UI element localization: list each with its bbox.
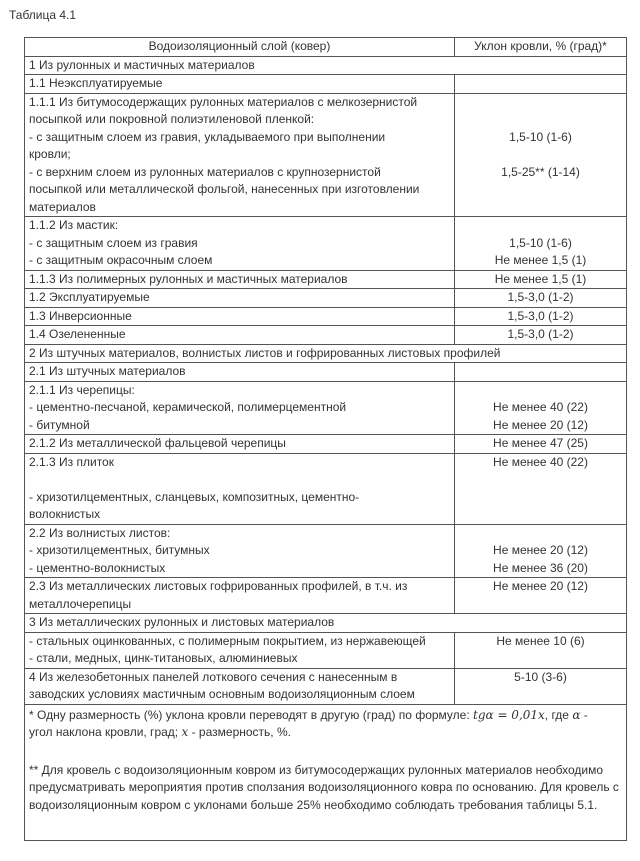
roof-slope-table [24, 37, 627, 841]
table-row [25, 435, 627, 454]
row-2-1-3-line: - хризотилцементных, сланцевых, композитных, цементно- [29, 489, 360, 504]
row-1-3: 1.3 Инверсионные [25, 307, 455, 326]
row-3-1-line: - стали, медных, цинк-титановых, алюминиевых [29, 651, 298, 665]
row-2-1-1-values [455, 381, 627, 435]
row-2-1: 2.1 Из штучных материалов [25, 363, 455, 382]
row-1-1-1-line: - с верхним слоем из рулонных материалов с крупнозернистой [29, 164, 381, 179]
formula: tgα = 0,01x [473, 707, 545, 722]
row-2-3-line: металлочерепицы [29, 596, 132, 611]
header-row [25, 38, 627, 57]
row-2-1-1 [25, 381, 455, 435]
row-1-1-1-line: - с защитным слоем из гравия, укладываемого при выполнении [29, 129, 386, 144]
row-2-2 [25, 524, 455, 578]
row-2-2-line: - цементно-волокнистых [29, 560, 166, 575]
table-row [25, 344, 627, 363]
slope-value: 1,5-10 (1-6) [509, 235, 572, 250]
slope-value: 1,5-3,0 (1-2) [455, 307, 627, 326]
table-row [25, 632, 627, 668]
row-3-1 [25, 632, 455, 668]
row-2-1-3-line: волокнистых [29, 507, 101, 521]
section-1: 1 Из рулонных и мастичных материалов [25, 56, 627, 75]
row-2-1-1-line: - битумной [29, 417, 90, 432]
slope-value: 1,5-10 (1-6) [509, 129, 572, 144]
footnotes [25, 704, 627, 841]
header-layer: Водоизоляционный слой (ковер) [25, 38, 455, 57]
row-2-1-1-line: - цементно-песчаной, керамической, полимерцементной [29, 400, 347, 414]
slope-value: Не менее 40 (22) [493, 400, 588, 414]
row-2-1-2: 2.1.2 Из металлической фальцевой черепицы [25, 435, 455, 454]
slope-value: 1,5-25** (1-14) [501, 164, 580, 179]
row-1-1-1-line: материалов [29, 199, 96, 214]
row-2-2-line: 2.2 Из волнистых листов: [29, 525, 171, 540]
slope-value: Не менее 40 (22) [455, 453, 627, 524]
row-2-1-value [455, 363, 627, 382]
row-4-line: 4 Из железобетонных панелей лоткового сечения с нанесенным в [29, 669, 398, 684]
row-2-1-3 [25, 453, 455, 524]
row-4-line: заводских условиях мастичным основным водоизоляционным слоем [29, 687, 415, 701]
footnote-double-star: ** Для кровель с водоизоляционным ковром из битумосодержащих рулонных материалов необходимо предусматривать мероприятия против сползания водоизоляционного ковра по основанию. Для кровель с водоизоляционным ковром с уклонами больше 25% необходимо соблюдать требования таблицы 5.1. [29, 762, 619, 812]
slope-value: Не менее 1,5 (1) [494, 253, 587, 267]
row-1-1-1-line: посыпкой или металлической фольгой, нанесенных при изготовлении [29, 182, 420, 196]
row-1-2: 1.2 Эксплуатируемые [25, 289, 455, 308]
table-row [25, 453, 627, 524]
slope-value: Не менее 20 (12) [455, 578, 627, 614]
table-row [25, 668, 627, 704]
section-3: 3 Из металлических рулонных и листовых материалов [25, 614, 627, 633]
table-row [25, 289, 627, 308]
table-row [25, 326, 627, 345]
row-1-1-2-line: - с защитным окрасочным слоем [29, 253, 213, 267]
row-2-3 [25, 578, 455, 614]
row-1-1-1 [25, 93, 455, 217]
row-1-1-1-values [455, 93, 627, 217]
table-row [25, 217, 627, 271]
table-row [25, 93, 627, 217]
row-1-1-1-line: 1.1.1 Из битумосодержащих рулонных материалов с мелкозернистой [29, 94, 418, 109]
row-1-1-2-line: 1.1.2 Из мастик: [29, 218, 119, 232]
row-2-1-1-line: 2.1.1 Из черепицы: [29, 382, 135, 397]
row-2-2-line: - хризотилцементных, битумных [29, 543, 210, 557]
row-1-1-2-line: - с защитным слоем из гравия [29, 235, 198, 250]
row-4 [25, 668, 455, 704]
row-2-1-3-line: 2.1.3 Из плиток [29, 454, 114, 469]
section-2: 2 Из штучных материалов, волнистых листов и гофрированных листовых профилей [25, 344, 627, 363]
slope-value: Не менее 20 (12) [493, 543, 588, 557]
table-row [25, 75, 627, 94]
row-1-1-1-line: кровли; [29, 147, 71, 161]
row-1-1-value [455, 75, 627, 94]
slope-value: Не менее 36 (20) [493, 560, 588, 575]
row-1-1-2-values [455, 217, 627, 271]
slope-value: 5-10 (3-6) [455, 668, 627, 704]
row-2-3-line: 2.3 Из металлических листовых гофрированных профилей, в т.ч. из [29, 579, 408, 593]
slope-value: Не менее 1,5 (1) [455, 270, 627, 289]
slope-value: 1,5-3,0 (1-2) [455, 289, 627, 308]
table-row [25, 578, 627, 614]
row-1-1-3: 1.1.3 Из полимерных рулонных и мастичных материалов [25, 270, 455, 289]
table-caption: Таблица 4.1 [9, 8, 77, 22]
table-row [25, 56, 627, 75]
row-2-2-values [455, 524, 627, 578]
slope-value: 1,5-3,0 (1-2) [455, 326, 627, 345]
row-1-4: 1.4 Озелененные [25, 326, 455, 345]
row-1-1-1-line: посыпкой или покровной полиэтиленовой пленкой: [29, 112, 315, 126]
x-symbol: x [181, 725, 189, 739]
footnote-star: * Одну размерность (%) уклона кровли переводят в другую (град) по формуле: tgα = 0,01x, где α - [29, 707, 588, 722]
alpha-symbol: α [572, 707, 581, 722]
header-slope: Уклон кровли, % (град)* [455, 38, 627, 57]
slope-value: Не менее 47 (25) [455, 435, 627, 454]
slope-value: Не менее 10 (6) [455, 632, 627, 668]
slope-value: Не менее 20 (12) [493, 417, 588, 432]
row-1-1-2 [25, 217, 455, 271]
table-row [25, 614, 627, 633]
row-1-1: 1.1 Неэксплуатируемые [25, 75, 455, 94]
table-row [25, 381, 627, 435]
table-row [25, 270, 627, 289]
row-3-1-line: - стальных оцинкованных, с полимерным покрытием, из нержавеющей [29, 633, 426, 648]
footnote-star-line2: угол наклона кровли, град; x - размерность, %. [29, 725, 291, 739]
table-row [25, 363, 627, 382]
table-row [25, 524, 627, 578]
footnote-row [25, 704, 627, 841]
table-row [25, 307, 627, 326]
